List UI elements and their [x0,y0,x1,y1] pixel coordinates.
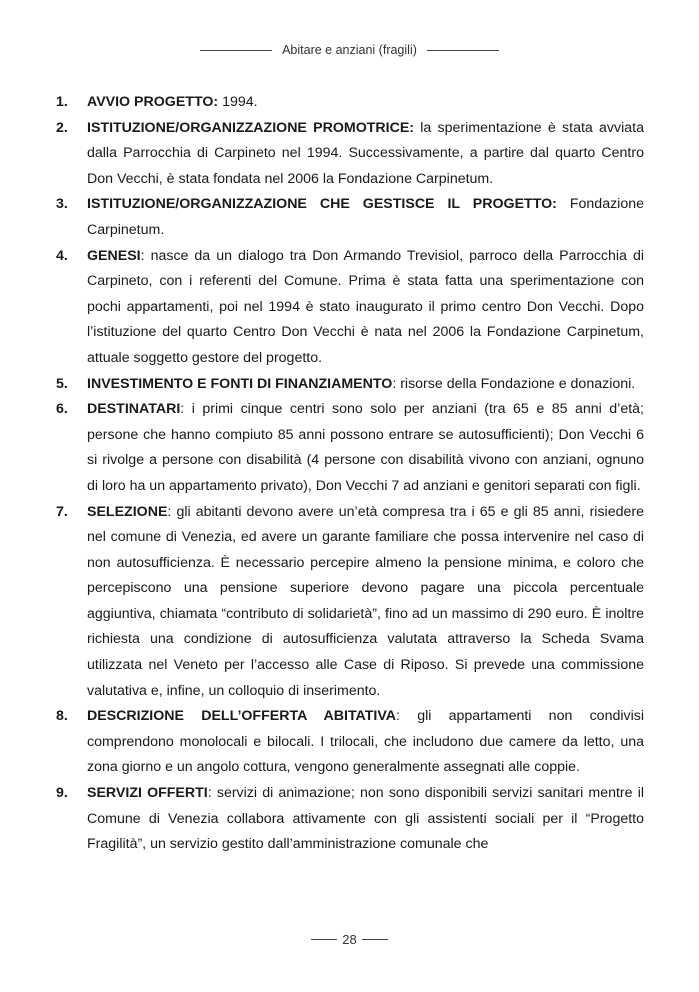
item-number: 5. [56,375,68,392]
item-text: la sperimentazione è stata avviata dalla Parrocchia di Carpineto nel 1994. Successivamente, a partire dal quarto Centro Don Vecchi, è stata fondata nel 2006 la Fondazione Carpinetum. [87,119,644,187]
footer-rule-left [311,939,337,940]
item-label: ISTITUZIONE/ORGANIZZAZIONE CHE GESTISCE IL PROGETTO: [87,196,557,213]
list-item [56,500,644,705]
item-label: AVVIO PROGETTO: [87,94,219,110]
item-number: 6. [56,401,68,418]
footer-rule-right [362,939,388,940]
project-details-list [56,90,644,858]
list-item [56,244,644,372]
list-item [56,397,644,499]
page-number: 28 [342,932,357,947]
item-text: : gli abitanti devono avere un’età compresa tra i 65 e gli 85 anni, risiedere nel comune di Venezia, ed avere un garante familiare che possa intervenire nel caso di non autosufficienza. È necessario percepire almeno la pensione minima, e coloro che percepiscono una pensione superiore devono pagare una piccola percentuale aggiuntiva, chiamata “contributo di solidarietà”, fino ad un massimo di 290 euro. È inoltre richiesta una condizione di autosufficienza valutata attraverso la Scheda Svama utilizzata nel Veneto per l’accesso alle Case di Riposo. Si prevede una commissione valutativa e, infine, un colloquio di inserimento. [87,503,644,699]
running-title: Abitare e anziani (fragili) [282,43,417,57]
list-item [56,704,644,781]
header-rule-left [200,50,272,51]
list-item [56,781,644,858]
item-number: 1. [56,94,68,110]
item-text: : i primi cinque centri sono solo per anziani (tra 65 e 85 anni d’età; persone che hanno compiuto 85 anni possono entrare se autosufficienti); Don Vecchi 6 si rivolge a persone con disabilità (4 persone con disabilità vivono con anziani, ognuno di loro ha un appartamento privato), Don Vecchi 7 ad anziani e genitori separati con figli. [87,401,644,494]
item-label: INVESTIMENTO E FONTI DI FINANZIAMENTO [87,375,393,392]
item-number: 7. [56,503,68,520]
list-item [56,116,644,193]
item-number: 3. [56,196,68,213]
item-text: : nasce da un dialogo tra Don Armando Trevisiol, parroco della Parrocchia di Carpineto, con i referenti del Comune. Prima è stata fatta una sperimentazione con pochi appartamenti, poi nel 1994 è stato inaugurato il primo centro Don Vecchi. Dopo l’istituzione del quarto Centro Don Vecchi è nata nel 2006 la Fondazione Carpinetum, attuale soggetto gestore del progetto. [87,247,644,366]
item-number: 8. [56,708,68,725]
list-item [56,372,644,398]
item-label: ISTITUZIONE/ORGANIZZAZIONE PROMOTRICE: [87,119,415,136]
item-number: 2. [56,119,68,136]
item-number: 4. [56,247,68,264]
item-text: 1994. [218,94,258,110]
item-text: : gli appartamenti non condivisi comprendono monolocali e bilocali. I trilocali, che includono due camere da letto, una zona giorno e un angolo cottura, vengono generalmente assegnati alle coppie. [87,708,644,776]
item-label: DESTINATARI [87,401,181,418]
item-text: : servizi di animazione; non sono disponibili servizi sanitari mentre il Comune di Venezia collabora attivamente con gli assistenti sociali per il “Progetto Fragilità”, un servizio gestito dall’amministrazione comunale che [87,785,644,853]
item-text: Fondazione Carpinetum. [87,196,644,238]
list-item [56,192,644,243]
header-rule-right [427,50,499,51]
item-label: GENESI [87,247,141,264]
item-text: : risorse della Fondazione e donazioni. [392,375,636,392]
item-label: SELEZIONE [87,503,168,520]
page-footer [0,932,699,947]
item-label: DESCRIZIONE DELL’OFFERTA ABITATIVA [87,708,397,725]
list-item [56,90,644,116]
running-header [0,43,699,57]
item-number: 9. [56,785,68,802]
item-label: SERVIZI OFFERTI [87,785,208,802]
